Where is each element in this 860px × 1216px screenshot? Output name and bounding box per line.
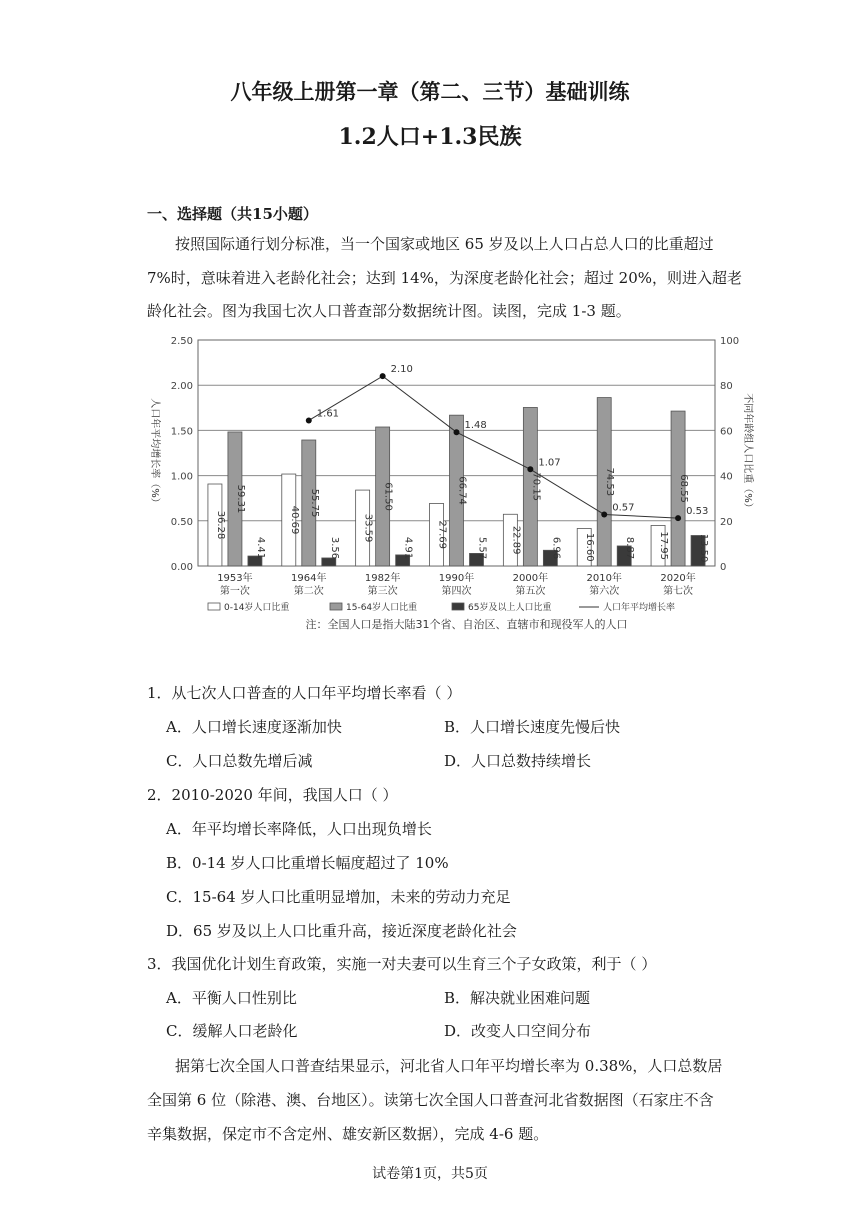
x-tick-round: 第三次 <box>367 586 398 597</box>
x-tick-round: 第五次 <box>515 586 546 597</box>
x-tick-round: 第六次 <box>589 586 620 597</box>
y-right-axis-title: 不同年龄组人口比重（%） <box>742 393 753 513</box>
intro-line-1: 按照国际通行划分标准，当一个国家或地区 65 岁及以上人口占总人口的比重超过 <box>175 235 714 253</box>
passage-line-2: 全国第 6 位（除港、澳、台地区）。读第七次全国人口普查河北省数据图（石家庄不含 <box>147 1091 714 1109</box>
question-1-option-c[interactable]: C．人口总数先增后减 <box>166 752 313 770</box>
question-2-stem: 2．2010-2020 年间，我国人口（ ） <box>147 786 398 804</box>
x-tick-year: 1964年 <box>291 573 327 584</box>
y-left-tick-label: 0.00 <box>170 562 193 573</box>
page-footer: 试卷第1页，共5页 <box>372 1166 488 1182</box>
chart-svg <box>140 328 760 638</box>
bar-value-label: 8.87 <box>624 536 636 560</box>
growth-rate-label: 0.53 <box>686 506 709 518</box>
passage-line-3: 辛集数据，保定市不含定州、雄安新区数据），完成 4-6 题。 <box>147 1125 549 1143</box>
legend-swatch <box>208 603 220 610</box>
bar-value-label: 70.15 <box>530 472 542 502</box>
growth-rate-label: 1.07 <box>538 457 561 469</box>
bar-value-label: 17.95 <box>658 531 670 561</box>
growth-rate-point <box>380 373 386 379</box>
bar-value-label: 4.41 <box>254 536 266 560</box>
question-1-option-d[interactable]: D．人口总数持续增长 <box>444 752 592 770</box>
bar-value-label: 4.91 <box>402 536 414 560</box>
growth-rate-point <box>675 515 681 521</box>
growth-rate-point <box>601 511 607 517</box>
bar-value-label: 3.56 <box>328 536 340 560</box>
y-left-tick-label: 2.00 <box>170 381 193 393</box>
x-tick-round: 第七次 <box>663 586 694 597</box>
y-right-tick-label: 100 <box>720 336 740 347</box>
legend-label: 0-14岁人口比重 <box>224 603 290 613</box>
y-left-tick-label: 1.50 <box>170 426 193 438</box>
page-title: 八年级上册第一章（第二、三节）基础训练 <box>230 79 630 104</box>
question-2-option-a[interactable]: A．年平均增长率降低，人口出现负增长 <box>166 820 432 838</box>
x-tick-year: 2020年 <box>660 573 696 584</box>
bar-value-label: 74.53 <box>604 467 616 497</box>
bar-value-label: 22.89 <box>510 525 522 555</box>
growth-rate-label: 1.61 <box>316 408 340 420</box>
y-left-tick-label: 1.00 <box>170 471 193 483</box>
x-tick-year: 1990年 <box>438 573 475 584</box>
y-left-tick-label: 2.50 <box>170 336 193 347</box>
growth-rate-label: 0.57 <box>612 502 635 514</box>
bar <box>322 558 336 566</box>
chart-note: 注：全国人口是指大陆31个省、自治区、直辖市和现役军人的人口 <box>305 618 628 631</box>
y-right-tick-label: 20 <box>720 516 733 528</box>
question-2-option-d[interactable]: D．65 岁及以上人口比重升高，接近深度老龄化社会 <box>166 922 517 940</box>
bar-value-label: 59.31 <box>234 484 246 514</box>
growth-rate-point <box>306 417 312 423</box>
bar-value-label: 55.75 <box>308 488 320 518</box>
x-tick-year: 1953年 <box>217 573 253 584</box>
legend-swatch <box>330 603 342 610</box>
y-right-tick-label: 40 <box>720 471 733 483</box>
bar-value-label: 13.50 <box>698 533 710 563</box>
intro-line-2: 7%时，意味着进入老龄化社会；达到 14%，为深度老龄化社会；超过 20%，则进入超老 <box>147 269 743 287</box>
x-tick-year: 2000年 <box>512 573 549 584</box>
passage-line-1: 据第七次全国人口普查结果显示，河北省人口年平均增长率为 0.38%，人口总数居 <box>175 1057 723 1075</box>
question-3-option-b[interactable]: B．解决就业困难问题 <box>444 989 591 1007</box>
x-tick-round: 第二次 <box>293 586 324 597</box>
y-right-tick-label: 60 <box>720 426 733 438</box>
question-2-option-b[interactable]: B．0-14 岁人口比重增长幅度超过了 10% <box>166 854 449 872</box>
legend-label: 人口年平均增长率 <box>603 603 676 613</box>
bar-value-label: 6.96 <box>550 536 562 560</box>
question-3-option-c[interactable]: C．缓解人口老龄化 <box>166 1022 298 1040</box>
growth-rate-label: 1.48 <box>464 420 487 432</box>
bar-value-label: 5.57 <box>476 536 488 560</box>
question-1-option-a[interactable]: A．人口增长速度逐渐加快 <box>166 718 342 736</box>
question-1-option-b[interactable]: B．人口增长速度先慢后快 <box>444 718 621 736</box>
bar-value-label: 36.28 <box>214 510 226 540</box>
question-3-option-a[interactable]: A．平衡人口性别比 <box>166 989 297 1007</box>
question-3-stem: 3．我国优化计划生育政策，实施一对夫妻可以生育三个子女政策，利于（ ） <box>147 955 657 973</box>
growth-rate-point <box>527 466 533 472</box>
bar-value-label: 27.69 <box>436 520 448 550</box>
bar-value-label: 16.60 <box>584 532 596 562</box>
bar-value-label: 40.69 <box>288 505 300 535</box>
legend-label: 65岁及以上人口比重 <box>468 603 552 613</box>
question-1-stem: 1．从七次人口普查的人口年平均增长率看（ ） <box>147 684 462 702</box>
bar-value-label: 33.59 <box>362 513 374 543</box>
population-census-chart <box>140 328 760 638</box>
section-heading: 一、选择题（共15小题） <box>147 205 318 223</box>
y-left-tick-label: 0.50 <box>170 516 193 528</box>
y-right-tick-label: 80 <box>720 381 733 393</box>
y-left-axis-title: 人口年平均增长率（%） <box>149 398 160 508</box>
bar-value-label: 61.50 <box>382 482 394 511</box>
legend-swatch <box>452 603 464 610</box>
legend-label: 15-64岁人口比重 <box>346 603 418 613</box>
growth-rate-label: 2.10 <box>390 364 413 376</box>
x-tick-round: 第一次 <box>219 586 250 597</box>
question-2-option-c[interactable]: C．15-64 岁人口比重明显增加，未来的劳动力充足 <box>166 888 511 906</box>
bar-value-label: 68.55 <box>678 474 690 503</box>
growth-rate-point <box>454 429 460 435</box>
x-tick-year: 1982年 <box>364 573 401 584</box>
page-subtitle: 1.2人口+1.3民族 <box>338 124 522 150</box>
y-right-tick-label: 0 <box>720 562 727 573</box>
question-3-option-d[interactable]: D．改变人口空间分布 <box>444 1022 592 1040</box>
x-tick-year: 2010年 <box>586 573 622 584</box>
bar-value-label: 66.74 <box>456 476 468 505</box>
intro-line-3: 龄化社会。图为我国七次人口普查部分数据统计图。读图，完成 1-3 题。 <box>147 302 631 320</box>
x-tick-round: 第四次 <box>441 586 472 597</box>
